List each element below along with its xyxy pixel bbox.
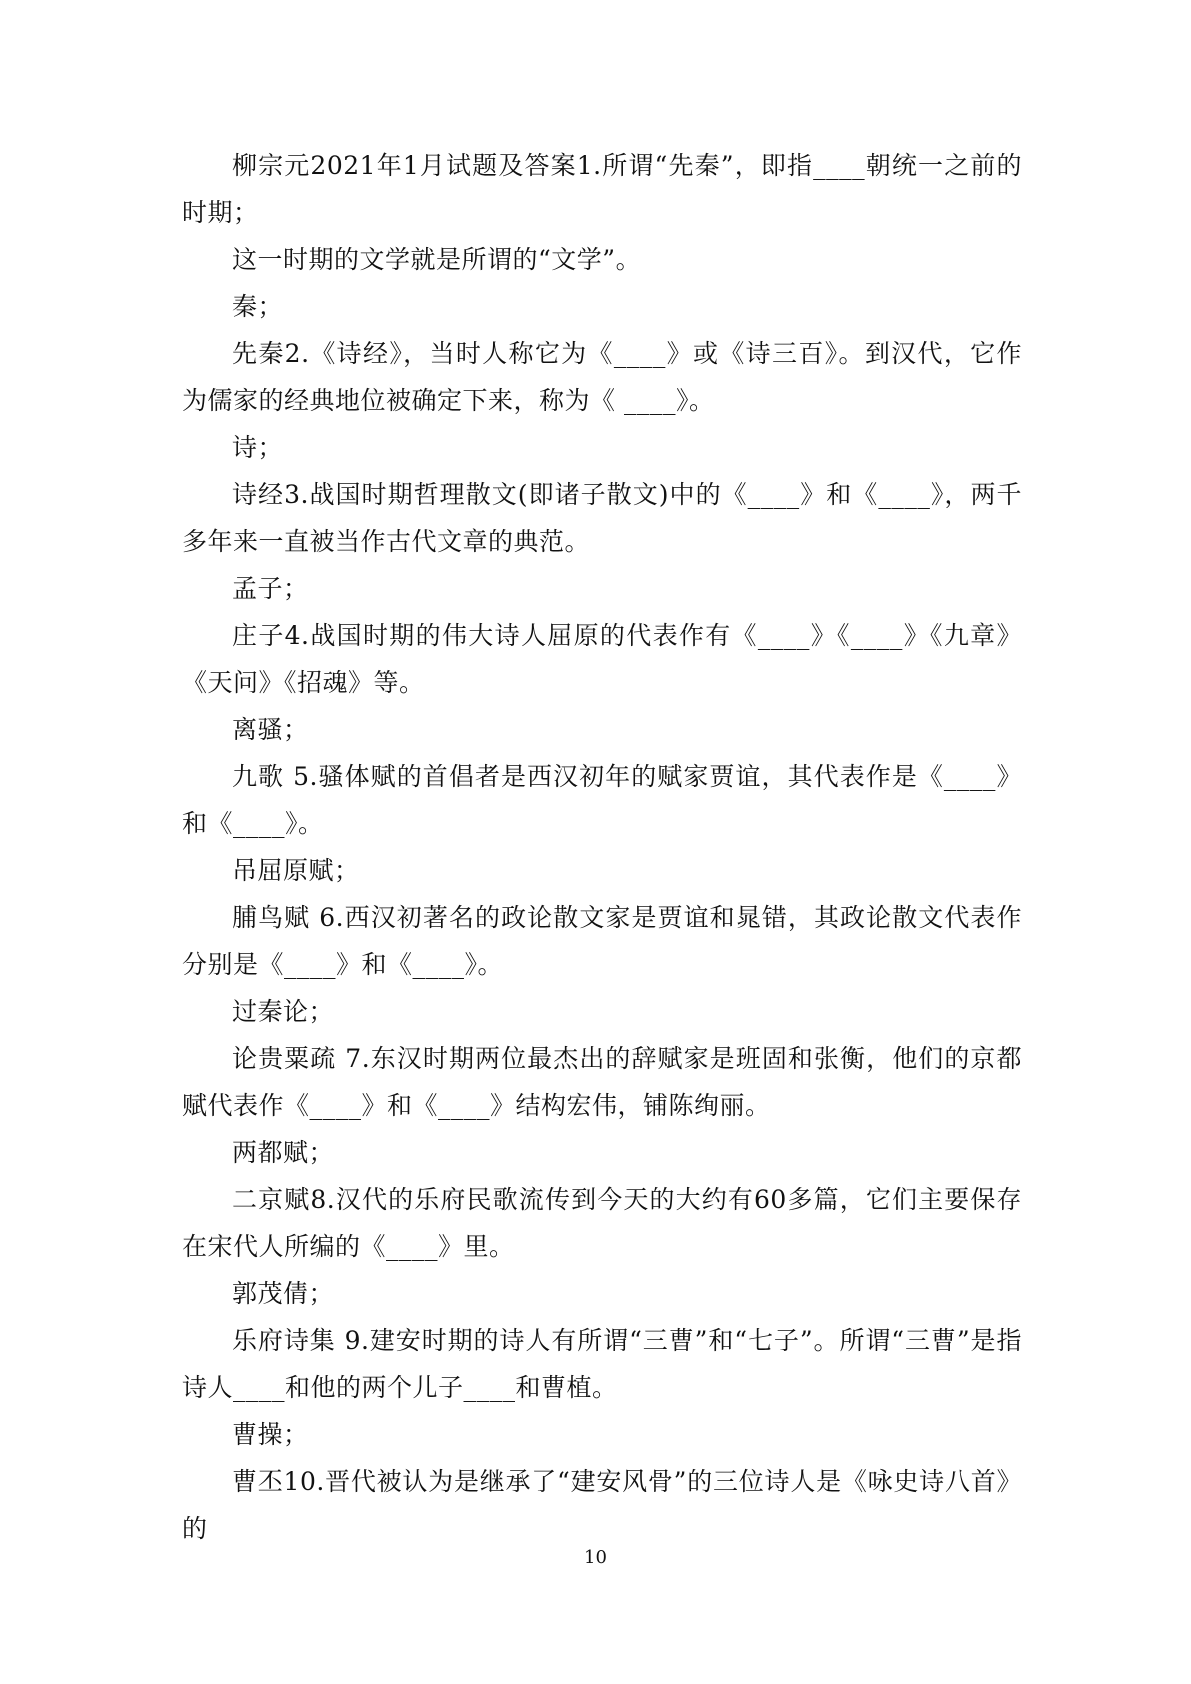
paragraph: 这一时期的文学就是所谓的“文学”。 bbox=[232, 245, 642, 274]
paragraph: 脯鸟赋 6.西汉初著名的政论散文家是贾谊和晁错，其政论散文代表作分别是《____》和《____》。 bbox=[182, 903, 1022, 979]
paragraph: 乐府诗集 9.建安时期的诗人有所谓“三曹”和“七子”。所谓“三曹”是指诗人____和他的两个儿子____和曹植。 bbox=[182, 1326, 1022, 1402]
answer-line: 郭茂倩； bbox=[232, 1279, 335, 1308]
paragraph: 论贵粟疏 7.东汉时期两位最杰出的辞赋家是班固和张衡，他们的京都赋代表作《____》和《____》结构宏伟，铺陈绚丽。 bbox=[182, 1044, 1022, 1120]
answer-line: 诗； bbox=[232, 433, 284, 462]
page-number: 10 bbox=[584, 1547, 607, 1568]
document-body bbox=[182, 142, 1022, 1552]
paragraph: 二京赋8.汉代的乐府民歌流传到今天的大约有60多篇，它们主要保存在宋代人所编的《____》里。 bbox=[182, 1185, 1022, 1261]
paragraph: 曹丕10.晋代被认为是继承了“建安风骨”的三位诗人是《咏史诗八首》的 bbox=[182, 1467, 1022, 1543]
answer-line: 秦； bbox=[232, 292, 284, 321]
paragraph: 先秦2.《诗经》，当时人称它为《____》或《诗三百》。到汉代，它作为儒家的经典地位被确定下来，称为《 ____》。 bbox=[182, 339, 1022, 415]
paragraph: 庄子4.战国时期的伟大诗人屈原的代表作有《____》《____》《九章》《天问》《招魂》等。 bbox=[182, 621, 1022, 697]
answer-line: 过秦论； bbox=[232, 997, 335, 1026]
answer-line: 曹操； bbox=[232, 1420, 309, 1449]
paragraph: 诗经3.战国时期哲理散文(即诸子散文)中的《____》和《____》，两千多年来一直被当作古代文章的典范。 bbox=[182, 480, 1022, 556]
answer-line: 两都赋； bbox=[232, 1138, 335, 1167]
answer-line: 吊屈原赋； bbox=[232, 856, 360, 885]
answer-line: 孟子； bbox=[232, 574, 309, 603]
answer-line: 离骚； bbox=[232, 715, 309, 744]
paragraph: 九歌 5.骚体赋的首倡者是西汉初年的赋家贾谊，其代表作是《____》和《____》。 bbox=[182, 762, 1022, 838]
paragraph: 柳宗元2021年1月试题及答案1.所谓“先秦”，即指____朝统一之前的时期； bbox=[182, 151, 1022, 227]
